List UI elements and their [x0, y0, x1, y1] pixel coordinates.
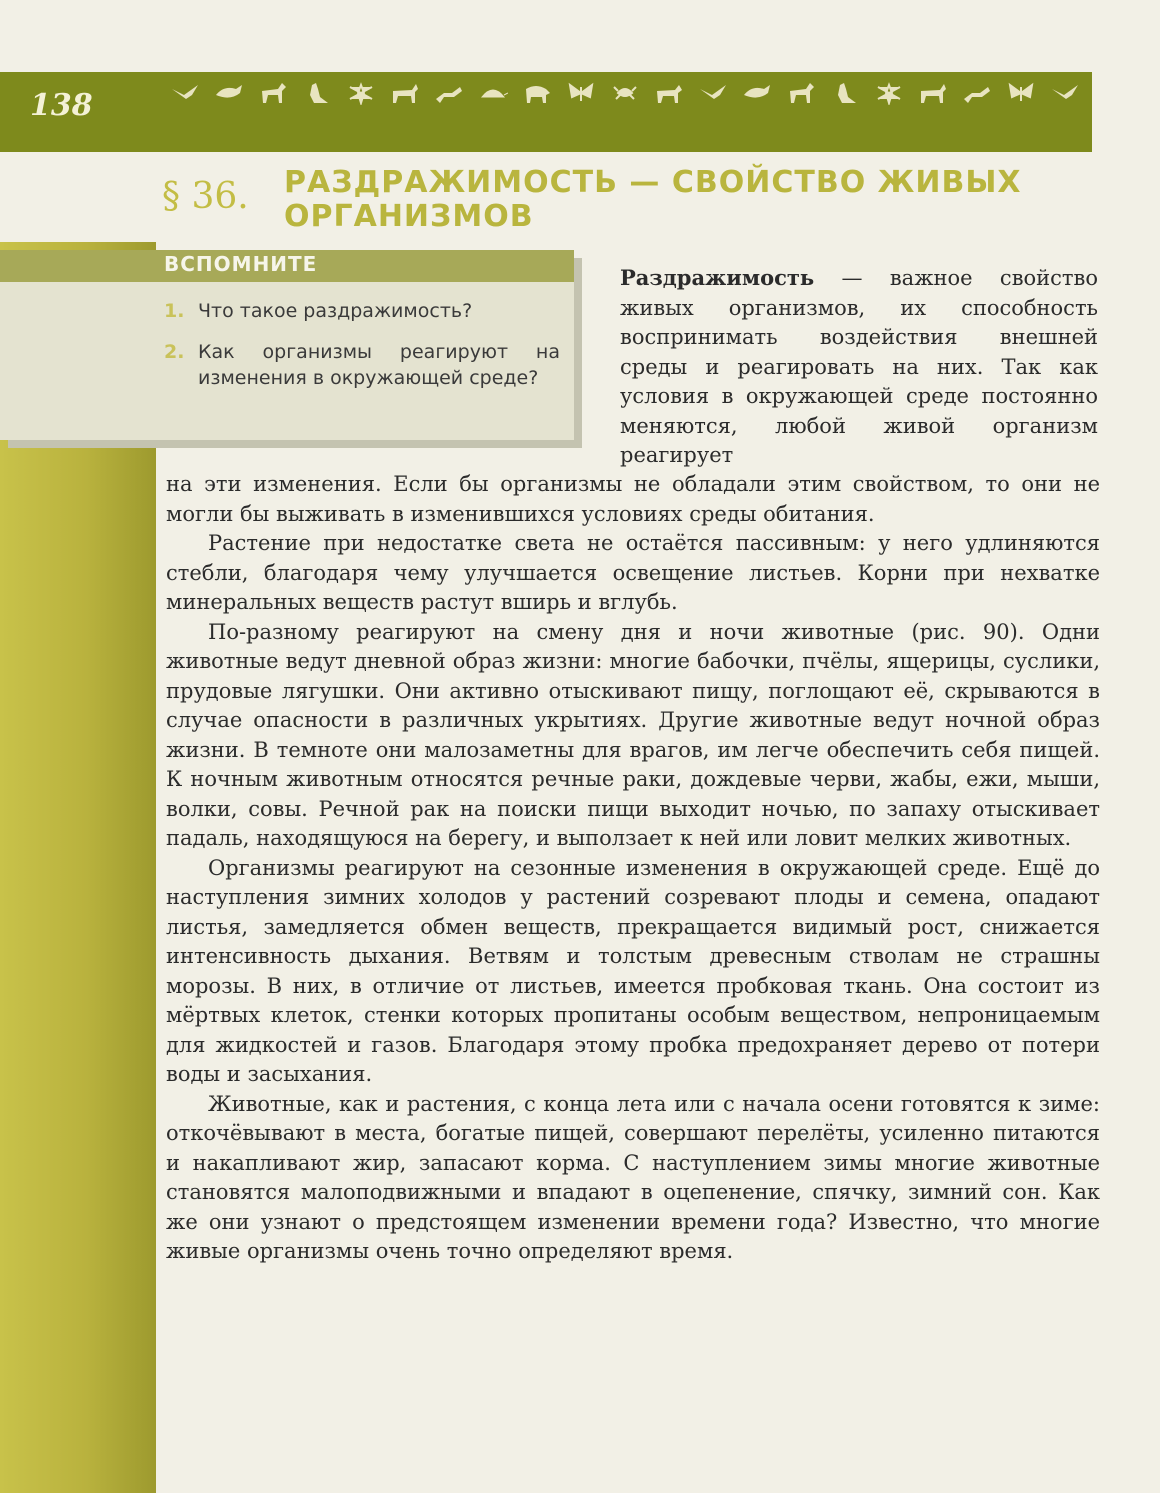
question-text: Как организмы реагируют на изменения в окружающей среде?: [198, 341, 560, 389]
remember-header: [0, 250, 574, 282]
lizard-icon: [962, 81, 992, 105]
page-number: 138: [30, 88, 93, 123]
question-item: [164, 298, 560, 324]
main-text: [166, 470, 1100, 1267]
insect-icon: [874, 81, 904, 105]
kangaroo-icon: [302, 81, 332, 105]
paragraph: Организмы реагируют на сезонные изменения в окружающей среде. Ещё до наступления зимних холодов у растений созревают плоды и семена, опадают листья, замедляется обмен веществ, прекращается видимый рост, снижается интенсивность дыхания. Ветвям и толстым древесным стволам не страшны морозы. В них, в отличие от листьев, имеется пробковая ткань. Она состоит из мёртвых клеток, стенки которых пропитаны особым веществом, непроницаемым для жидкостей и газов. Благодаря этому пробка предохраняет дерево от потери воды и засыхания.: [166, 855, 1100, 1086]
horse-icon: [786, 81, 816, 105]
horse-icon: [258, 81, 288, 105]
paragraph: Животные, как и растения, с конца лета или с начала осени готовятся к зиме: откочёвывают в места, богатые пищей, совершают перелёты, усиленно питаются и накапливают жир, запасают корма. С наступлением зимы многие животные становятся малоподвижными и впадают в оцепенение, спячку, зимний сон. Как же они узнают о предстоящем изменении времени года? Известно, что многие живые организмы очень точно определяют время.: [166, 1091, 1100, 1263]
question-item: [164, 339, 560, 391]
antelope-icon: [390, 81, 420, 105]
wolf-icon: [654, 81, 684, 105]
bird-icon: [1050, 81, 1080, 105]
bird-icon: [170, 81, 200, 105]
intro-paragraph: [620, 263, 1098, 471]
dolphin-icon: [742, 81, 772, 105]
bird-icon: [698, 81, 728, 105]
butterfly-icon: [566, 81, 596, 105]
section-number: § 36.: [162, 176, 249, 217]
bison-icon: [522, 81, 552, 105]
lizard-icon: [434, 81, 464, 105]
paragraph: Растение при недостатке света не остаётся пассивным: у него удлиняются стебли, благодаря чему улучшается освещение листьев. Корни при нехватке минеральных веществ растут вширь и вглубь.: [166, 531, 1100, 614]
question-number: 2.: [164, 341, 185, 363]
remember-box: [0, 250, 574, 440]
question-number: 1.: [164, 300, 185, 322]
intro-text: — важное свойство живых организмов, их способность воспринимать воздействия внешней среды и реагировать на них. Так как условия в окружающей среде постоянно меняются, любой живой организм реагирует: [620, 266, 1098, 467]
turtle-icon: [478, 81, 508, 105]
antelope-icon: [918, 81, 948, 105]
dolphin-icon: [214, 81, 244, 105]
kangaroo-icon: [830, 81, 860, 105]
paragraph: на эти изменения. Если бы организмы не обладали этим свойством, то они не могли бы выживать в изменившихся условиях среды обитания.: [166, 472, 1100, 526]
remember-title: ВСПОМНИТЕ: [164, 252, 318, 276]
question-text: Что такое раздражимость?: [198, 300, 473, 322]
butterfly-icon: [1006, 81, 1036, 105]
section-title: РАЗДРАЖИМОСТЬ — СВОЙСТВО ЖИВЫХ ОРГАНИЗМОВ: [284, 165, 1022, 234]
key-term: Раздражимость: [620, 265, 815, 290]
animal-silhouette-strip: [170, 76, 1080, 110]
page-margin-top: [0, 0, 150, 72]
crab-icon: [610, 81, 640, 105]
paragraph: По-разному реагируют на смену дня и ночи животные (рис. 90). Одни животные ведут дневной образ жизни: многие бабочки, пчёлы, ящерицы, суслики, прудовые лягушки. Они активно отыскивают пищу, поглощают её, скрываются в случае опасности в различных укрытиях. Другие животные ведут ночной образ жизни. В темноте они малозаметны для врагов, им легче обеспечить себя пищей. К ночным животным относятся речные раки, дождевые черви, жабы, ежи, мыши, волки, совы. Речной рак на поиски пищи выходит ночью, по запаху отыскивает падаль, находящуюся на берегу, и выползает к ней или ловит мелких животных.: [166, 619, 1100, 850]
insect-icon: [346, 81, 376, 105]
